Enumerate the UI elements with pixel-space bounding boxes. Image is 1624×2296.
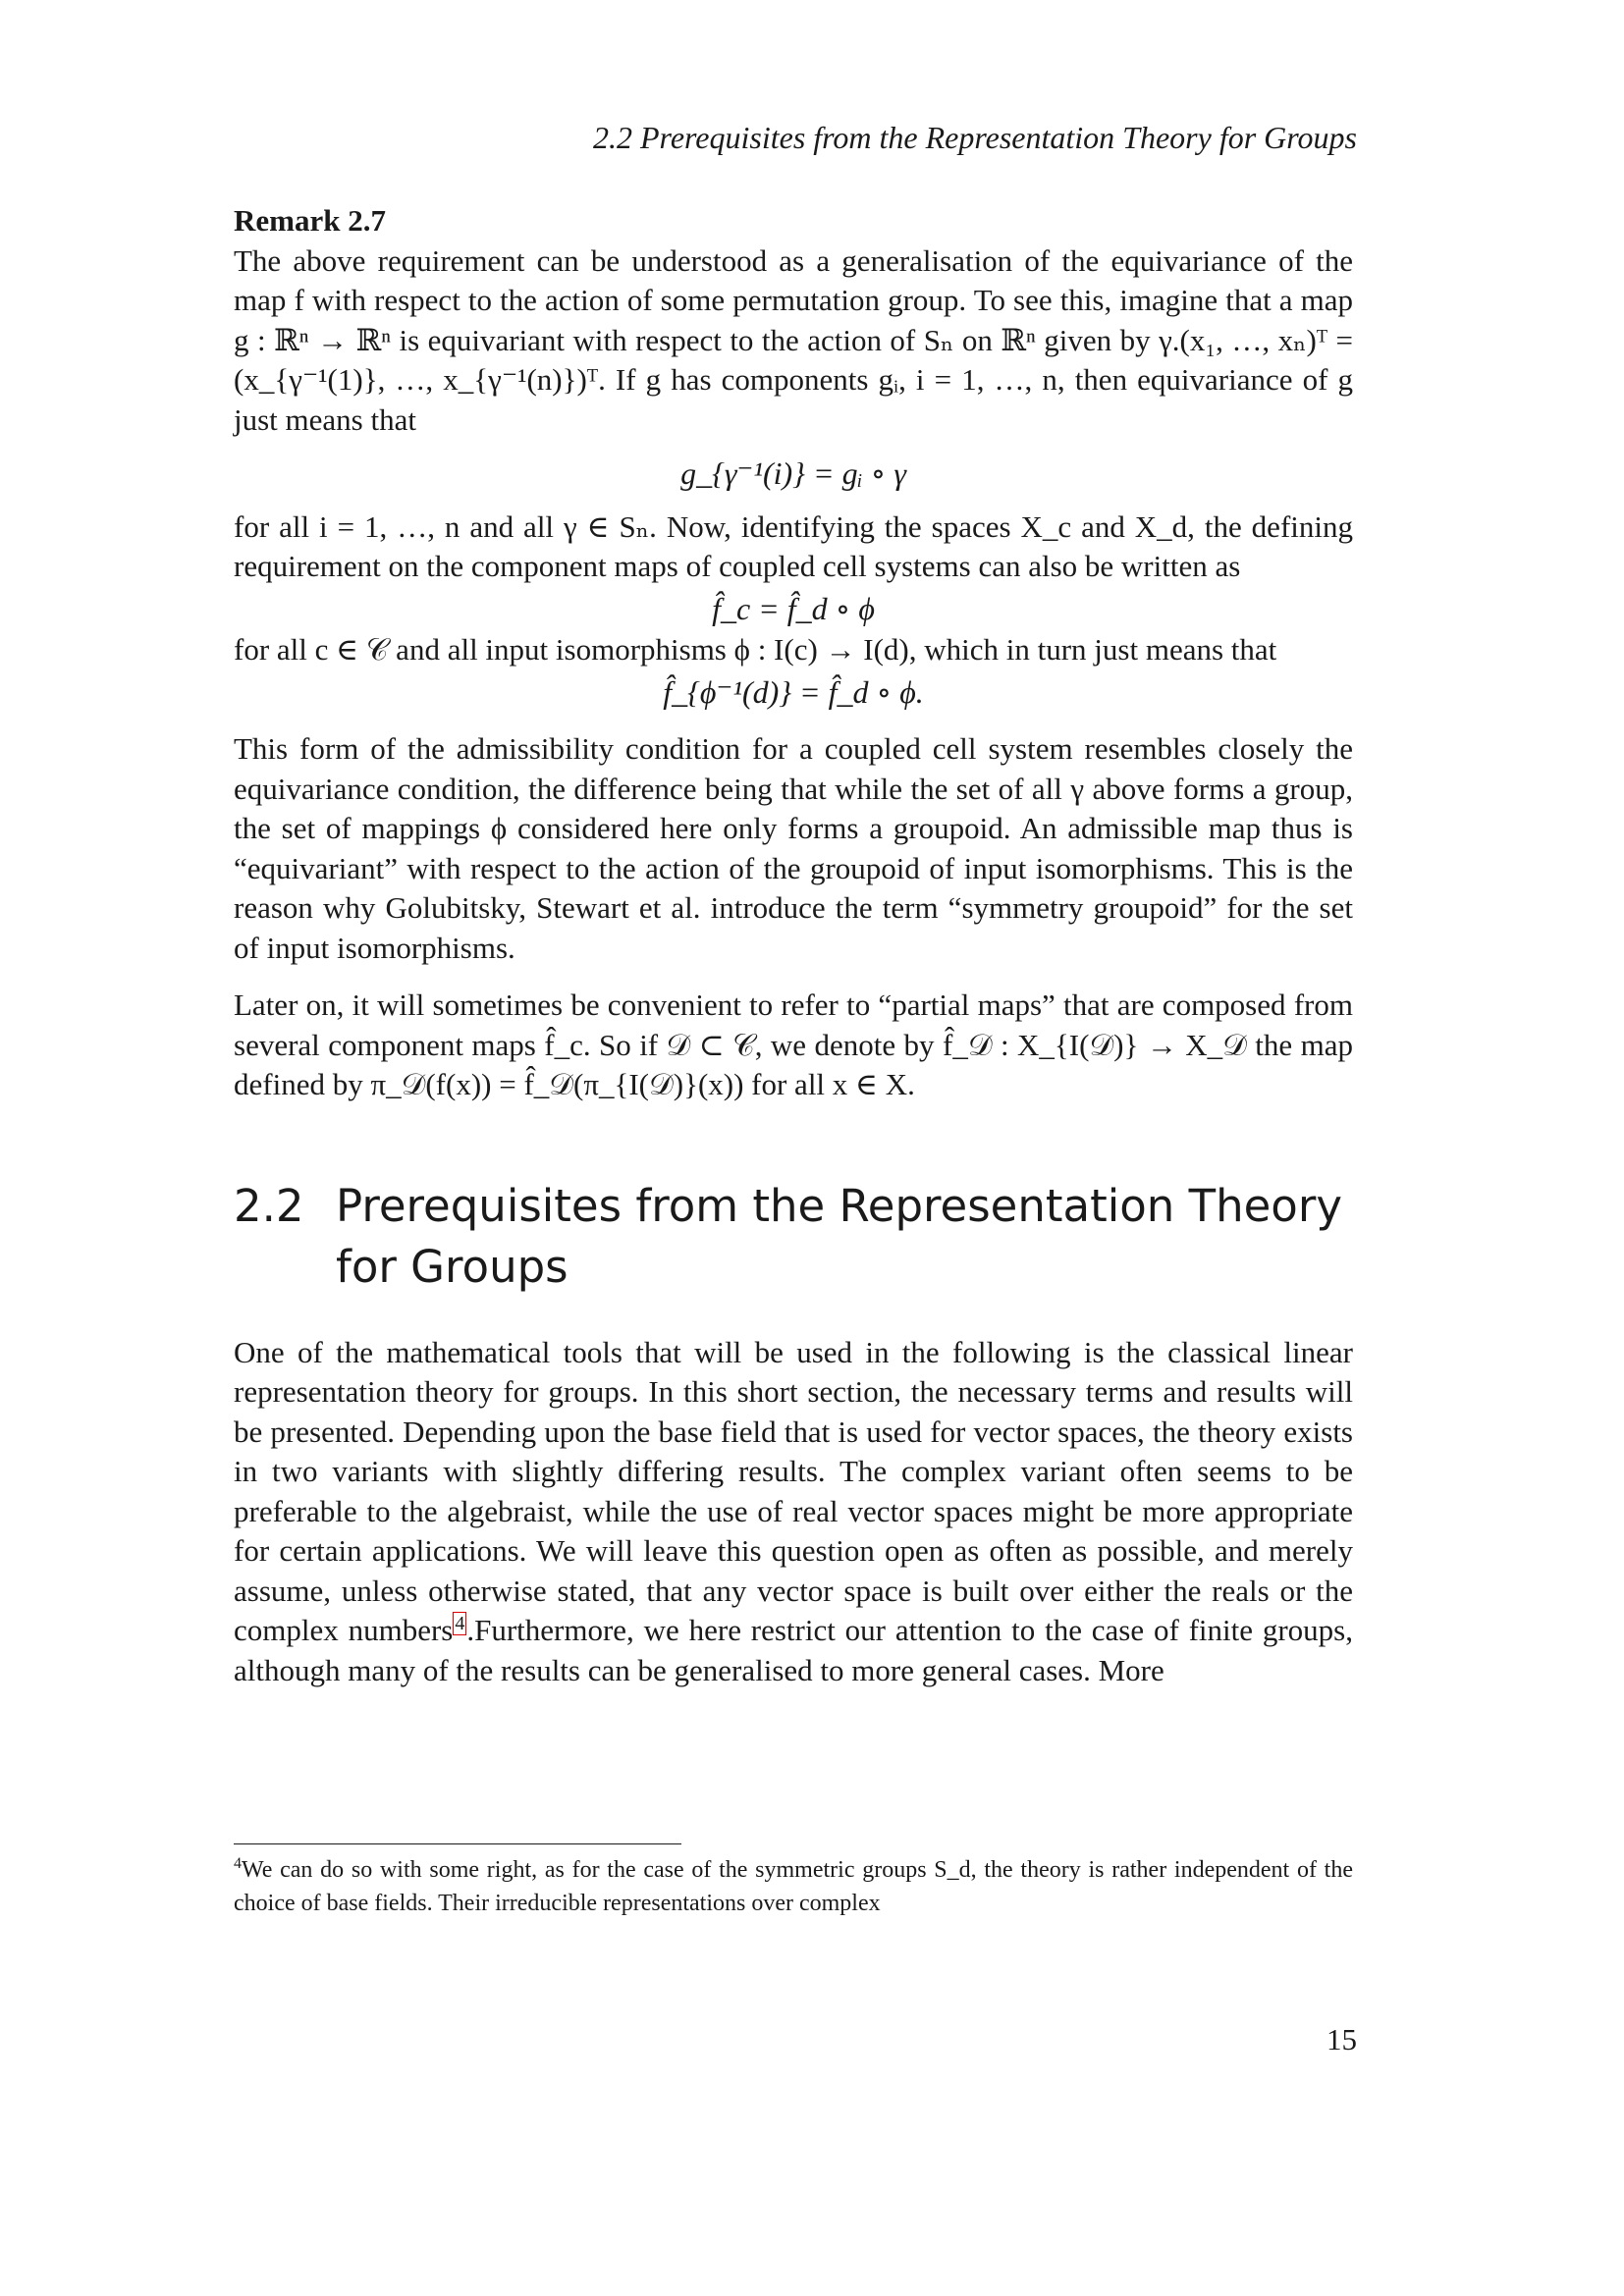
equation-input-isomorphism: f̂_{ϕ⁻¹(d)} = f̂_d ∘ ϕ. [663, 673, 924, 710]
footnote-link[interactable]: 4 [455, 1612, 465, 1634]
section-heading [234, 1176, 1353, 1298]
section-paragraph-1 [234, 1333, 1353, 1691]
remark-paragraph-5: Later on, it will sometimes be convenient to refer to “partial maps” that are composed from several component maps f̂_c. So if 𝒟 ⊂ 𝒞, we denote by f̂_𝒟 : X_{I(𝒟)} → X_𝒟 the map defined by π_𝒟(f(x)) = f̂_𝒟(π_{I(𝒟)}(x)) for all x ∈ X. [234, 988, 1353, 1101]
equation-equivariance: g_{γ⁻¹(i)} = gᵢ ∘ γ [680, 455, 906, 491]
footnote-text: We can do so with some right, as for the case of the symmetric groups S_d, the theory is rather independent of the choice of base fields. Their irreducible representations over complex [234, 1857, 1353, 1916]
running-header: 2.2 Prerequisites from the Representation Theory for Groups [593, 120, 1357, 155]
footnote [234, 1853, 1353, 1920]
section-title: Prerequisites from the Representation Theory for Groups [336, 1179, 1342, 1293]
page-number: 15 [1326, 2022, 1357, 2056]
remark-paragraph-4: This form of the admissibility condition for a coupled cell system resembles closely the equivariance condition, the difference being that while the set of all γ above forms a group, the set of mappings ϕ considered here only forms a groupoid. An admissible map thus is “equivariant” with respect to the action of the groupoid of input isomorphisms. This is the reason why Golubitsky, Stewart et al. introduce the term “symmetry groupoid” for the set of input isomorphisms. [234, 731, 1353, 965]
remark-paragraph-3: for all c ∈ 𝒞 and all input isomorphisms ϕ : I(c) → I(d), which in turn just means that [234, 632, 1277, 667]
equation-component-maps: f̂_c = f̂_d ∘ ϕ [712, 590, 875, 626]
footnote-divider [234, 1843, 681, 1844]
section-paragraph-1-text: One of the mathematical tools that will be used in the following is the classical linear representation theory for groups. In this short section, the necessary terms and results will be presented. Depending upon the base field that is used for vector spaces, the theory exists in two variants with slightly differing results. The complex variant often seems to be preferable to the algebraist, while the use of real vector spaces might be more appropriate for certain applications. We will leave this question open as often as possible, and merely assume, unless otherwise stated, that any vector space is built over either the reals or the complex numbers [234, 1334, 1353, 1647]
main-content [234, 201, 1353, 1690]
section-number: 2.2 [234, 1179, 304, 1232]
section-paragraph-1-text-cont: .Furthermore, we here restrict our attention to the case of finite groups, although many of the results can be generalised to more general cases. More [234, 1613, 1353, 1687]
remark-paragraph-1: The above requirement can be understood as a generalisation of the equivariance of the map f with respect to the action of some permutation group. To see this, imagine that a map g : ℝⁿ → ℝⁿ is equivariant with respect to the action of Sₙ on ℝⁿ given by γ.(x₁, …, xₙ)ᵀ = (x_{γ⁻¹(1)}, …, x_{γ⁻¹(n)})ᵀ. If g has components gᵢ, i = 1, …, n, then equivariance of g just means that [234, 242, 1353, 437]
footnote-mark: 4 [234, 1855, 242, 1872]
remark-paragraph-2: for all i = 1, …, n and all γ ∈ Sₙ. Now, identifying the spaces X_c and X_d, the defining requirement on the component maps of coupled cell systems can also be written as [234, 508, 1353, 583]
remark-title: Remark 2.7 [234, 203, 386, 238]
